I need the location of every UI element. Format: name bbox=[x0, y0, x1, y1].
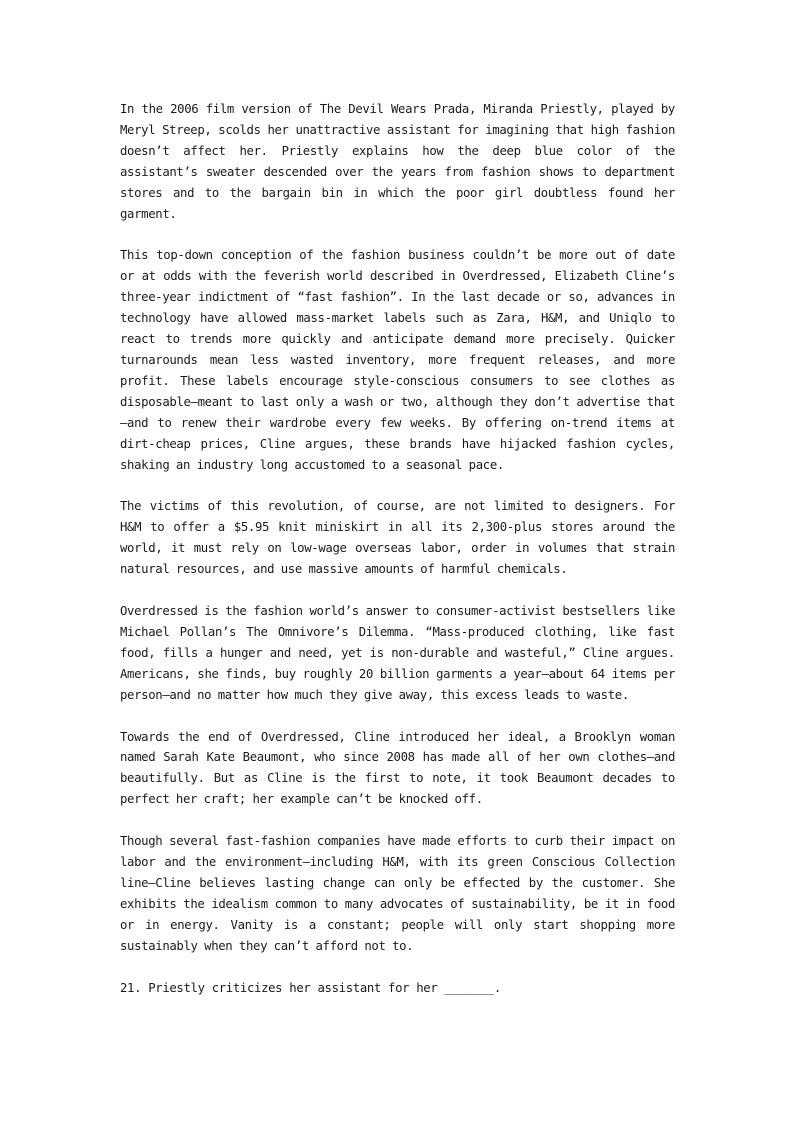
paragraph-6: Though several fast-fashion companies have made efforts to curb their impact on labor and the environment—including H&M, with its green Conscious Collection line—Cline believes lasting change can only be effected by the customer. She exhibits the idealism common to many advocates of sustainability, be it in food or in energy. Vanity is a constant; people will only start shopping more sustainably when they can’t afford not to. bbox=[120, 834, 675, 953]
paragraph-4: Overdressed is the fashion world’s answer to consumer-activist bestsellers like Michael Pollan’s The Omnivore’s Dilemma. “Mass-produced clothing, like fast food, fills a hunger and need, yet is non-durable and wasteful,” Cline argues. Americans, she finds, buy roughly 20 billion garments a year—about 64 items per person—and no matter how much they give away, this excess leads to waste. bbox=[120, 604, 675, 702]
paragraph-2: This top-down conception of the fashion business couldn’t be more out of date or at odds with the feverish world described in Overdressed, Elizabeth Cline’s three-year indictment of “fast fashion”. In the last decade or so, advances in technology have allowed mass-market labels such as Zara, H&M, and Uniqlo to react to trends more quickly and anticipate demand more precisely. Quicker turnarounds mean less wasted inventory, more frequent releases, and more profit. These labels encourage style-conscious consumers to see clothes as disposable—meant to last only a wash or two, although they don’t advertise that—and to renew their wardrobe every few weeks. By offering on-trend items at dirt-cheap prices, Cline argues, these brands have hijacked fashion cycles, shaking an industry long accustomed to a seasonal pace. bbox=[120, 248, 675, 472]
paragraph-5: Towards the end of Overdressed, Cline introduced her ideal, a Brooklyn woman named Sarah Kate Beaumont, who since 2008 has made all of her own clothes—and beautifully. But as Cline is the first to note, it took Beaumont decades to perfect her craft; her example can’t be knocked off. bbox=[120, 729, 675, 807]
paragraph-1: In the 2006 film version of The Devil Wears Prada, Miranda Priestly, played by Meryl Streep, scolds her unattractive assistant for imagining that high fashion doesn’t affect her. Priestly explains how the deep blue color of the assistant’s sweater descended over the years from fashion shows to department stores and to the bargain bin in which the poor girl doubtless found her garment. bbox=[120, 102, 675, 221]
document-body bbox=[120, 99, 675, 999]
question-21: 21. Priestly criticizes her assistant for her _______. bbox=[120, 980, 501, 995]
paragraph-3: The victims of this revolution, of course, are not limited to designers. For H&M to offer a $5.95 knit miniskirt in all its 2,300-plus stores around the world, it must rely on low-wage overseas labor, order in volumes that strain natural resources, and use massive amounts of harmful chemicals. bbox=[120, 499, 675, 577]
